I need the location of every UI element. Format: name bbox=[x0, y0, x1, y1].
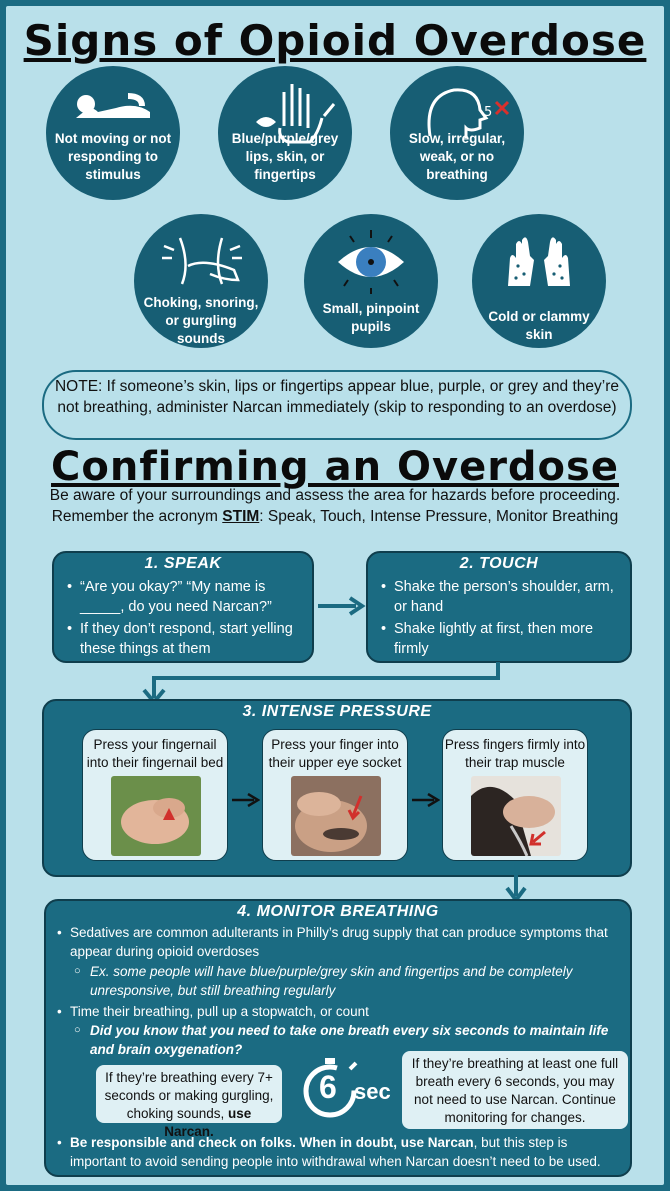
trap-muscle-photo bbox=[471, 776, 561, 856]
six-second-timer bbox=[296, 1055, 400, 1121]
use-narcan-card bbox=[96, 1065, 282, 1139]
monitor-title: 4. MONITOR BREATHING bbox=[237, 903, 439, 920]
monitor-bold-text: Be responsible and check on folks. When in doubt, use Narcan bbox=[70, 1135, 474, 1150]
timer-number: 6 bbox=[319, 1069, 337, 1105]
monitor-sub-bullet: ○ Ex. some people will have blue/purple/grey skin and fingertips and be completely unresponsive, but still breathing regularly bbox=[70, 962, 620, 1000]
pressure-card bbox=[82, 729, 228, 861]
pressure-card-text: Press fingers firmly into their trap muscle bbox=[444, 737, 586, 770]
acronym: STIM bbox=[222, 508, 260, 525]
sign-clammy bbox=[472, 214, 606, 348]
arrow-right-icon bbox=[232, 793, 260, 807]
note-box: NOTE: If someone’s skin, lips or fingertips appear blue, purple, or grey and they’re not breathing, administer Narcan immediately (skip to responding to an overdose) bbox=[42, 370, 632, 440]
pressure-card bbox=[442, 729, 588, 861]
pressure-title: 3. INTENSE PRESSURE bbox=[242, 703, 432, 720]
touch-box bbox=[366, 551, 632, 663]
svg-text:5: 5 bbox=[484, 105, 493, 120]
infographic-page bbox=[6, 6, 664, 1185]
use-narcan-text: If they’re breathing every 7+ seconds or making gurgling, choking sounds, bbox=[104, 1070, 274, 1121]
timer-unit: sec bbox=[354, 1079, 391, 1104]
monitor-sub-bullet: ○ Did you know that you need to take one breath every six seconds to maintain life and brain oxygenation? bbox=[70, 1021, 620, 1059]
sign-label: Blue/purple/grey lips, skin, or fingertips bbox=[231, 131, 339, 183]
monitor-bullet-text: Sedatives are common adulterants in Philly’s drug supply that can produce symptoms that appear during opioid overdoses bbox=[70, 925, 608, 959]
sign-not-moving bbox=[46, 66, 180, 200]
sign-pupils bbox=[304, 214, 438, 348]
intro-suffix: : Speak, Touch, Intense Pressure, Monitor Breathing bbox=[259, 508, 619, 525]
intro-text: Be aware of your surroundings and assess the area for hazards before proceeding. Remember the acronym bbox=[49, 487, 621, 525]
monitor-bullet-text: Time their breathing, pull up a stopwatch, or count bbox=[70, 1004, 369, 1019]
arrow-right-icon bbox=[412, 793, 440, 807]
use-narcan-bold: use Narcan. bbox=[164, 1106, 252, 1139]
touch-item: • Shake the person’s shoulder, arm, or hand bbox=[376, 577, 620, 617]
keep-monitoring-card: If they’re breathing at least one full breath every 6 seconds, you may not need to use Narcan. Continue monitoring for changes. bbox=[402, 1051, 628, 1129]
monitor-box bbox=[44, 899, 632, 1177]
confirm-intro bbox=[16, 485, 654, 527]
confirm-heading: Confirming an Overdose bbox=[51, 444, 619, 490]
pressure-card-text: Press your finger into their upper eye socket bbox=[268, 737, 402, 770]
fingernail-photo bbox=[111, 776, 201, 856]
page-title: Signs of Opioid Overdose bbox=[23, 16, 647, 65]
sign-label: Slow, irregular, weak, or no breathing bbox=[408, 131, 506, 183]
speak-title: 1. SPEAK bbox=[144, 555, 222, 572]
monitor-bullet bbox=[52, 1133, 620, 1171]
sign-choking bbox=[134, 214, 268, 348]
sign-breathing bbox=[390, 66, 524, 200]
sign-label: Choking, snoring, or gurgling sounds bbox=[143, 295, 259, 347]
monitor-bullet-text: , but this step is important to avoid sending people into withdrawal when Narcan doesn’t need to be used. bbox=[70, 1135, 601, 1169]
touch-item: • Shake lightly at first, then more firmly bbox=[376, 619, 620, 659]
arrow-right-icon bbox=[316, 596, 366, 616]
pressure-card-text: Press your fingernail into their fingernail bed bbox=[86, 737, 224, 770]
sign-label: Small, pinpoint pupils bbox=[322, 301, 420, 335]
speak-box bbox=[52, 551, 314, 663]
speak-item: • If they don’t respond, start yelling these things at them bbox=[62, 619, 302, 659]
sign-label: Not moving or not responding to stimulus bbox=[54, 131, 172, 183]
sign-blue-lips bbox=[218, 66, 352, 200]
touch-title: 2. TOUCH bbox=[459, 555, 539, 572]
pressure-card bbox=[262, 729, 408, 861]
speak-item: • “Are you okay?” “My name is _____, do you need Narcan?” bbox=[62, 577, 302, 617]
sign-label: Cold or clammy skin bbox=[488, 309, 590, 343]
monitor-bullet bbox=[52, 923, 620, 1000]
eye-socket-photo bbox=[291, 776, 381, 856]
pressure-box bbox=[42, 699, 632, 877]
